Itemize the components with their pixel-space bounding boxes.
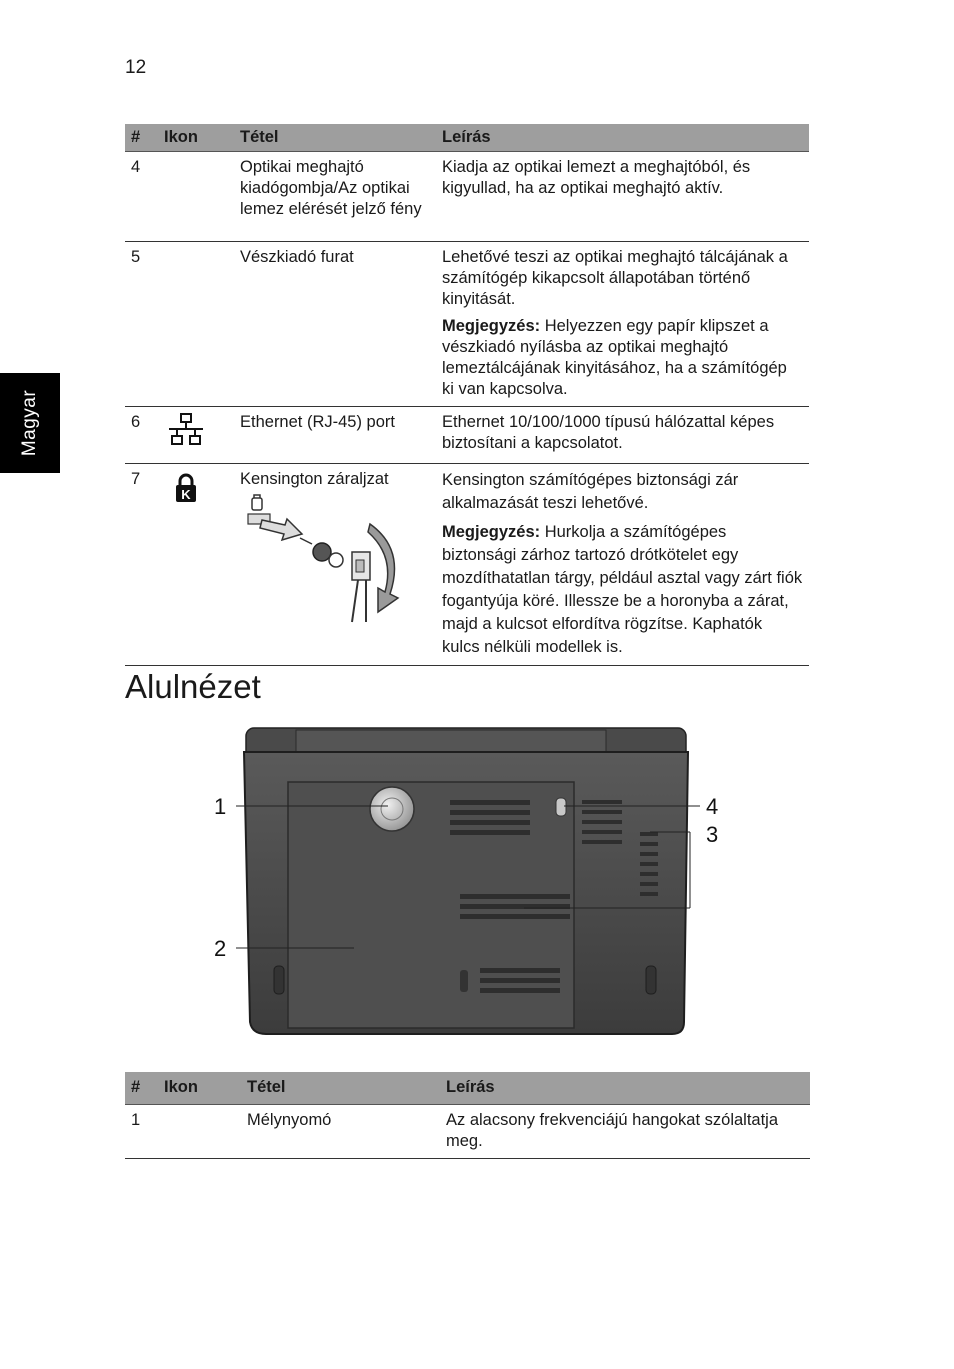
row-description [436,464,809,666]
column-header-description: Leírás [440,1072,810,1104]
row-number: 4 [125,152,158,242]
column-header-description: Leírás [436,124,809,152]
row-icon-cell [158,1104,241,1158]
row-number: 7 [125,464,158,666]
row-icon-cell [158,407,234,464]
bottom-view-table [125,1072,810,1159]
column-header-number: # [125,124,158,152]
description-text: Kiadja az optikai lemezt a meghajtóból, és kigyullad, ha az optikai meghajtó aktív. [442,158,751,197]
subwoofer [370,787,414,831]
kensington-lock-icon [174,473,198,503]
note-paragraph [442,316,803,400]
row-item: Vészkiadó furat [234,242,436,407]
note-paragraph [442,521,803,659]
callout-1: 1 [214,794,227,819]
column-header-icon: Ikon [158,124,234,152]
ports-table [125,124,809,666]
network-icon [166,412,206,448]
callout-2: 2 [214,936,227,961]
table-row [125,464,809,666]
table-row [125,1104,810,1158]
callout-3: 3 [706,822,719,847]
row-icon-cell [158,464,234,666]
kensington-lock-illustration [240,494,410,624]
table-row [125,152,809,242]
laptop-bottom-view-illustration [210,722,730,1042]
row-description: Az alacsony frekvenciájú hangokat szólaltatja meg. [440,1104,810,1158]
column-header-number: # [125,1072,158,1104]
row-description [436,407,809,464]
callout-4: 4 [706,794,719,819]
row-item [234,464,436,666]
row-item: Mélynyomó [241,1104,440,1158]
row-number: 6 [125,407,158,464]
column-header-item: Tétel [241,1072,440,1104]
note-text: Hurkolja a számítógépes biztonsági zárhoz tartozó drótkötelet egy mozdíthatatlan tárgy, például asztal vagy zárt fiók fogantyúja köré. Illessze be a horonyba a zárat, majd a kulcsot elfordítva rögzítse. Kaphatók kulcs nélküli modellek is. [442,523,803,656]
row-item-label: Kensington záraljzat [240,470,389,488]
description-text: Lehetővé teszi az optikai meghajtó tálcájának a számítógép kikapcsolt állapotában történő kinyitását. [442,248,788,308]
section-heading: Alulnézet [125,668,261,705]
table-row [125,242,809,407]
column-header-icon: Ikon [158,1072,241,1104]
row-item: Optikai meghajtó kiadógombja/Az optikai lemez elérését jelző fény [234,152,436,242]
language-side-tab [0,373,60,473]
row-icon-cell [158,242,234,407]
row-description [436,242,809,407]
table-header-row [125,1072,810,1104]
row-item: Ethernet (RJ-45) port [234,407,436,464]
column-header-item: Tétel [234,124,436,152]
page-number: 12 [125,57,147,78]
row-icon-cell [158,152,234,242]
table-header-row [125,124,809,152]
description-text: Kensington számítógépes biztonsági zár alkalmazását teszi lehetővé. [442,471,739,512]
side-tab-label: Magyar [19,389,40,457]
note-label: Megjegyzés: [442,317,541,335]
table-row [125,407,809,464]
description-text: Ethernet 10/100/1000 típusú hálózattal képes biztosítani a kapcsolatot. [442,413,775,452]
row-number: 1 [125,1104,158,1158]
row-number: 5 [125,242,158,407]
svg-text:K: K [181,487,191,502]
row-description [436,152,809,242]
note-label: Megjegyzés: [442,523,541,541]
note-text: Helyezzen egy papír klipszet a vészkiadó nyílásba az optikai meghajtó lemeztálcájának kinyitásához, ha a számítógép ki van kapcsolva. [442,317,787,398]
